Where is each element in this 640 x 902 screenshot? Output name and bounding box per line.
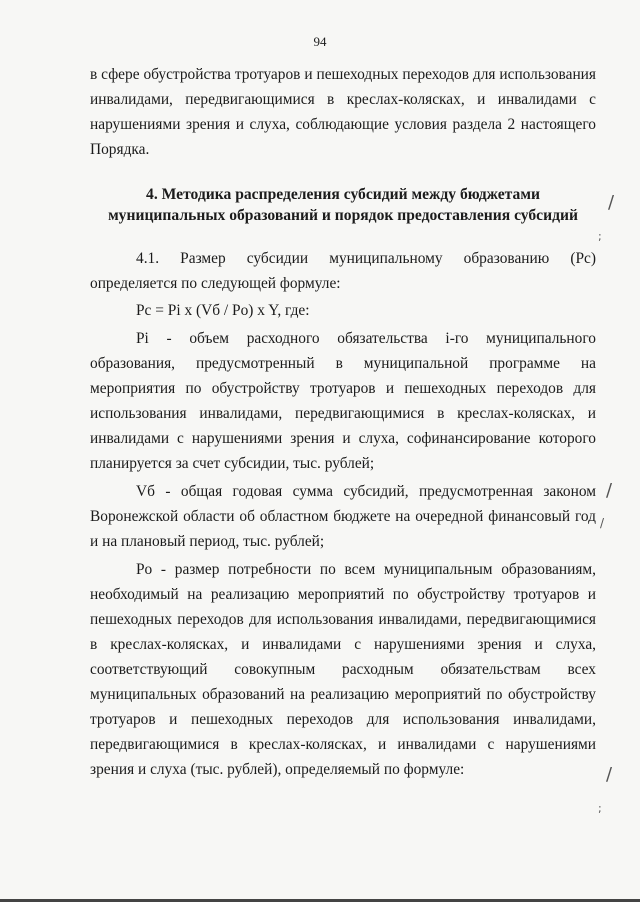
margin-mark-icon: ;: [598, 802, 602, 815]
paragraph-4-1: 4.1. Размер субсидии муниципальному образованию (Pс) определяется по следующей формуле:: [90, 250, 596, 292]
definition-po: Pо - размер потребности по всем муниципальным образованиям, необходимый на реализацию мероприятий по обустройству тротуаров и пешеходных переходов для использования инвалидами, передвигающимися в креслах-колясках, и инвалидами с нарушениями зрения и слуха, соответствующий совокупным расходным обязательствам всех муниципальных образований на реализацию мероприятий по обустройству тротуаров и пешеходных переходов для использования инвалидами, передвигающимися в креслах-колясках, и инвалидами с нарушениями зрения и слуха (тыс. рублей), определяемый по формуле:: [90, 561, 596, 778]
section-heading: 4. Методика распределения субсидий между бюджетами муниципальных образований и порядок предоставления субсидий: [108, 186, 578, 224]
margin-mark-icon: ;: [598, 230, 602, 243]
paragraph-continuation: в сфере обустройства тротуаров и пешеходных переходов для использования инвалидами, передвигающимися в креслах-колясках, и инвалидами с нарушениями зрения и слуха, соблюдающие условия раздела 2 настоящего Порядка.: [90, 66, 596, 158]
formula-line: Pс = Pi x (Vб / Pо) x Y, где:: [136, 302, 310, 319]
margin-mark-icon: /: [606, 764, 613, 785]
margin-mark-icon: /: [606, 480, 613, 501]
definition-pi: Pi - объем расходного обязательства i-го муниципального образования, предусмотренный в муниципальной программе на мероприятия по обустройству тротуаров и пешеходных переходов для использования инвалидами, передвигающимися в креслах-колясках, и инвалидами с нарушениями зрения и слуха, софинансирование которого планируется за счет субсидии, тыс. рублей;: [90, 330, 596, 472]
margin-mark-icon: /: [600, 516, 605, 530]
document-body: [90, 62, 596, 782]
page-number: 94: [313, 34, 327, 49]
margin-mark-icon: /: [608, 192, 615, 213]
definition-vb: Vб - общая годовая сумма субсидий, предусмотренная законом Воронежской области об областном бюджете на очередной финансовый год и на плановый период, тыс. рублей;: [90, 483, 596, 550]
